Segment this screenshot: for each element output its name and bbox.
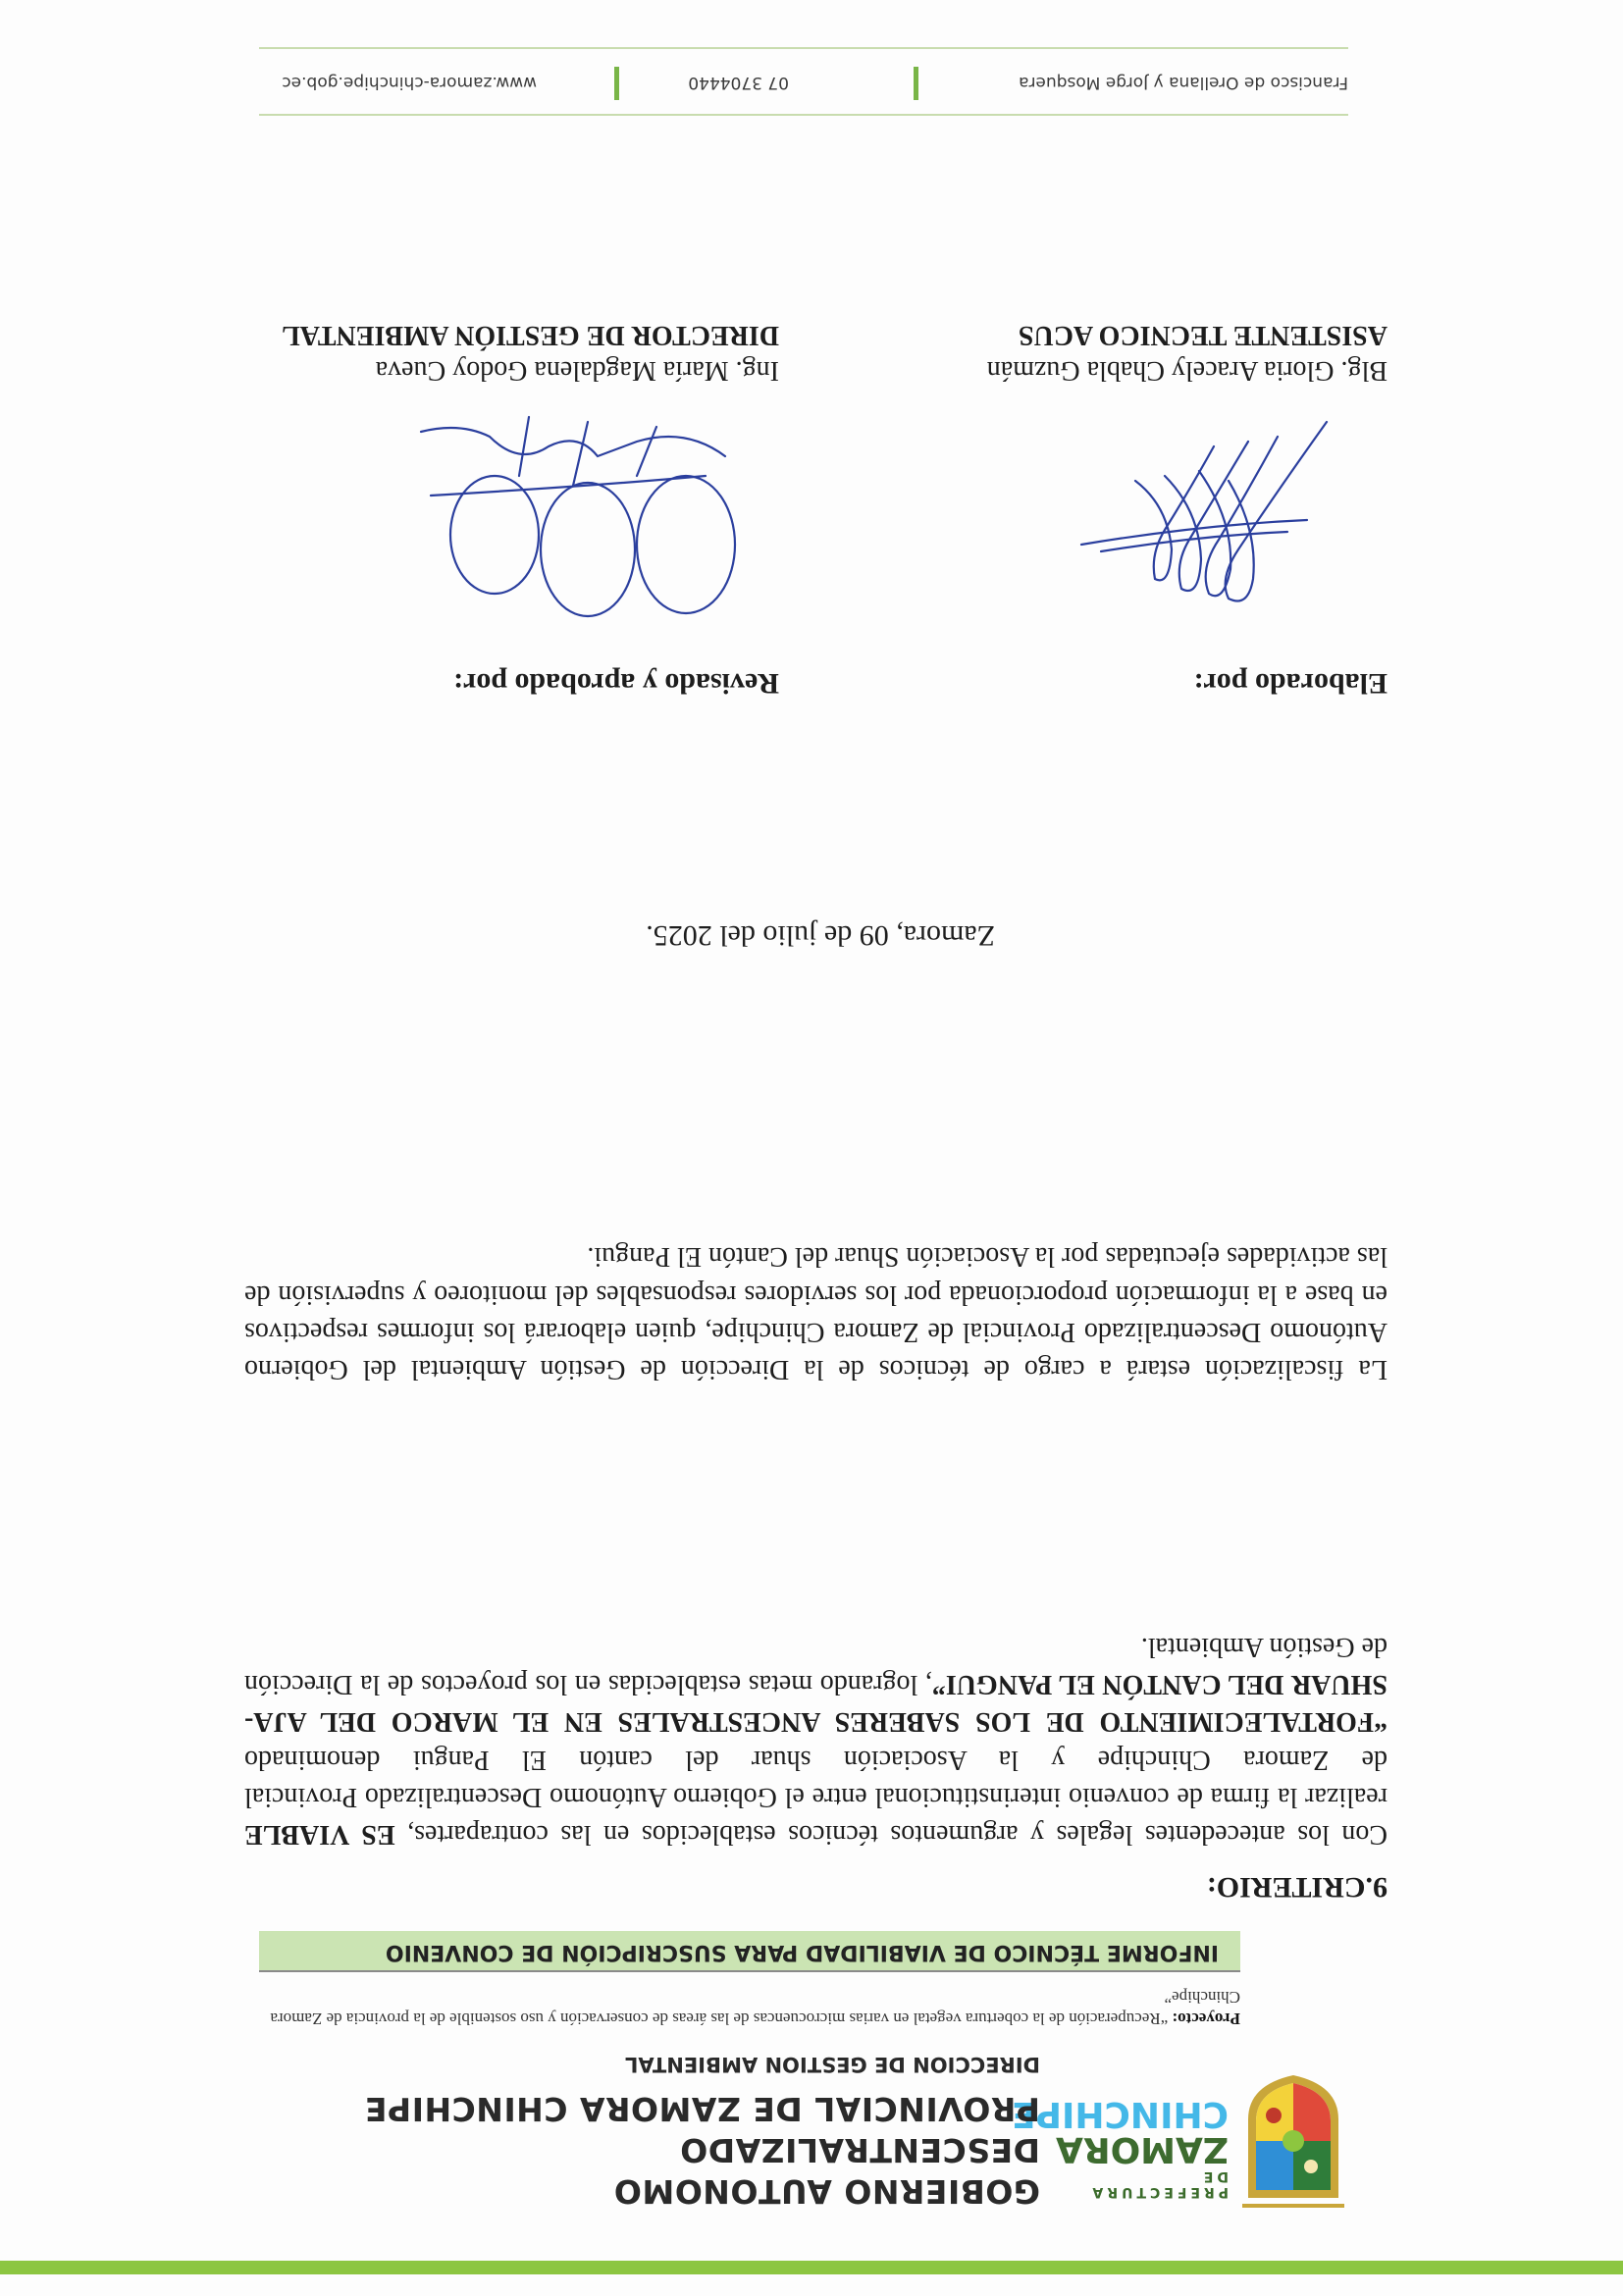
footer-rule-top [259, 114, 1348, 116]
signature-right-mark [411, 407, 745, 623]
footer-separator [614, 67, 619, 100]
criterio-paragraph [244, 1628, 1387, 1852]
top-green-bar [0, 2261, 1623, 2274]
header-titles [294, 2053, 1040, 2212]
header-title-line2: PROVINCIAL DE ZAMORA CHINCHIPE [364, 2090, 1040, 2128]
brand-line1: ZAMORA [1056, 2129, 1229, 2169]
signature-left-name: Blg. Gloria Aracely Chabla Guzmán [986, 355, 1387, 386]
p1-part-c: realizar la firma de convenio interinstitucional entre el Gobierno Autónomo Descentralizado Provincial de Zamora Chinchipe y la Asociación shuar del cantón El Pangui denominado [244, 1744, 1387, 1812]
report-title: INFORME TÉCNICO DE VIABILIDAD PARA SUSCRIPCIÓN DE CONVENIO [385, 1940, 1219, 1964]
signature-left-block [987, 317, 1387, 388]
section-title: 9.CRITERIO: [1206, 1871, 1387, 1904]
project-label: Proyecto: [1172, 2009, 1240, 2028]
signature-left-heading: Elaborado por: [1193, 667, 1387, 700]
footer-contact [259, 63, 1348, 102]
fiscalizacion-paragraph: La fiscalización estará a cargo de técnicos de la Dirección de Gestión Ambiental del Gobierno Autónomo Descentralizado Provincial de Zamora Chinchipe, quien elaborará los informes respectivos en base a la información proporcionada por los servidores responsables del monitoreo y supervisión de las actividades ejecutadas por la Asociación Shuar del Cantón El Pangui. [244, 1241, 1387, 1384]
footer-address: Francisco de Orellana y Jorge Mosquera [1019, 73, 1348, 92]
brand-line2: CHINCHIPE [1012, 2094, 1229, 2134]
p1-part-b: ES VIABLE [243, 1819, 395, 1850]
header-title-line1: GOBIERNO AUTONOMO DESCENTRALIZADO [613, 2131, 1040, 2211]
signature-right-heading: Revisado y aprobado por: [453, 667, 779, 700]
project-text: “Recuperación de la cobertura vegetal en varias microcuencas de las áreas de conservación y uso sostenible de la provincia de Zamora Chinchipe” [270, 1988, 1240, 2028]
report-title-band [259, 1931, 1240, 1972]
document-date: Zamora, 09 de julio del 2025. [646, 919, 995, 952]
header-subtitle: DIRECCION DE GESTION AMBIENTAL [624, 2053, 1040, 2076]
p1-part-d: “FORTALECIMIENTO DE LOS SABERES ANCESTRALES EN EL MARCO DEL AJA-SHUAR DEL CANTÓN EL PANGUI” [244, 1669, 1387, 1738]
footer-rule-bottom [259, 47, 1348, 49]
brand-wordmark [1012, 2094, 1229, 2200]
signature-right-block [282, 317, 779, 388]
p1-part-e: , logrando metas establecidas en los proyectos de la Dirección de Gestión Ambiental. [244, 1631, 1387, 1700]
footer-phone: 07 3704440 [688, 73, 789, 92]
coat-of-arms-icon [1238, 2072, 1348, 2218]
project-description [259, 1986, 1240, 2029]
signature-left-mark [1072, 412, 1346, 638]
signature-left-role: ASISTENTE TECNICO ACUS [1018, 320, 1387, 350]
p1-part-a: Con los antecedentes legales y argumentos técnicos establecidos en las contrapartes, [394, 1819, 1387, 1850]
signature-right-role: DIRECTOR DE GESTIÓN AMBIENTAL [282, 320, 779, 350]
brand-small: PREFECTURA DE [1088, 2168, 1229, 2200]
footer-separator [914, 67, 918, 100]
signature-right-name: Ing. María Magdalena Godoy Cueva [375, 355, 779, 386]
footer-website[interactable]: www.zamora-chinchipe.gob.ec [282, 73, 537, 92]
